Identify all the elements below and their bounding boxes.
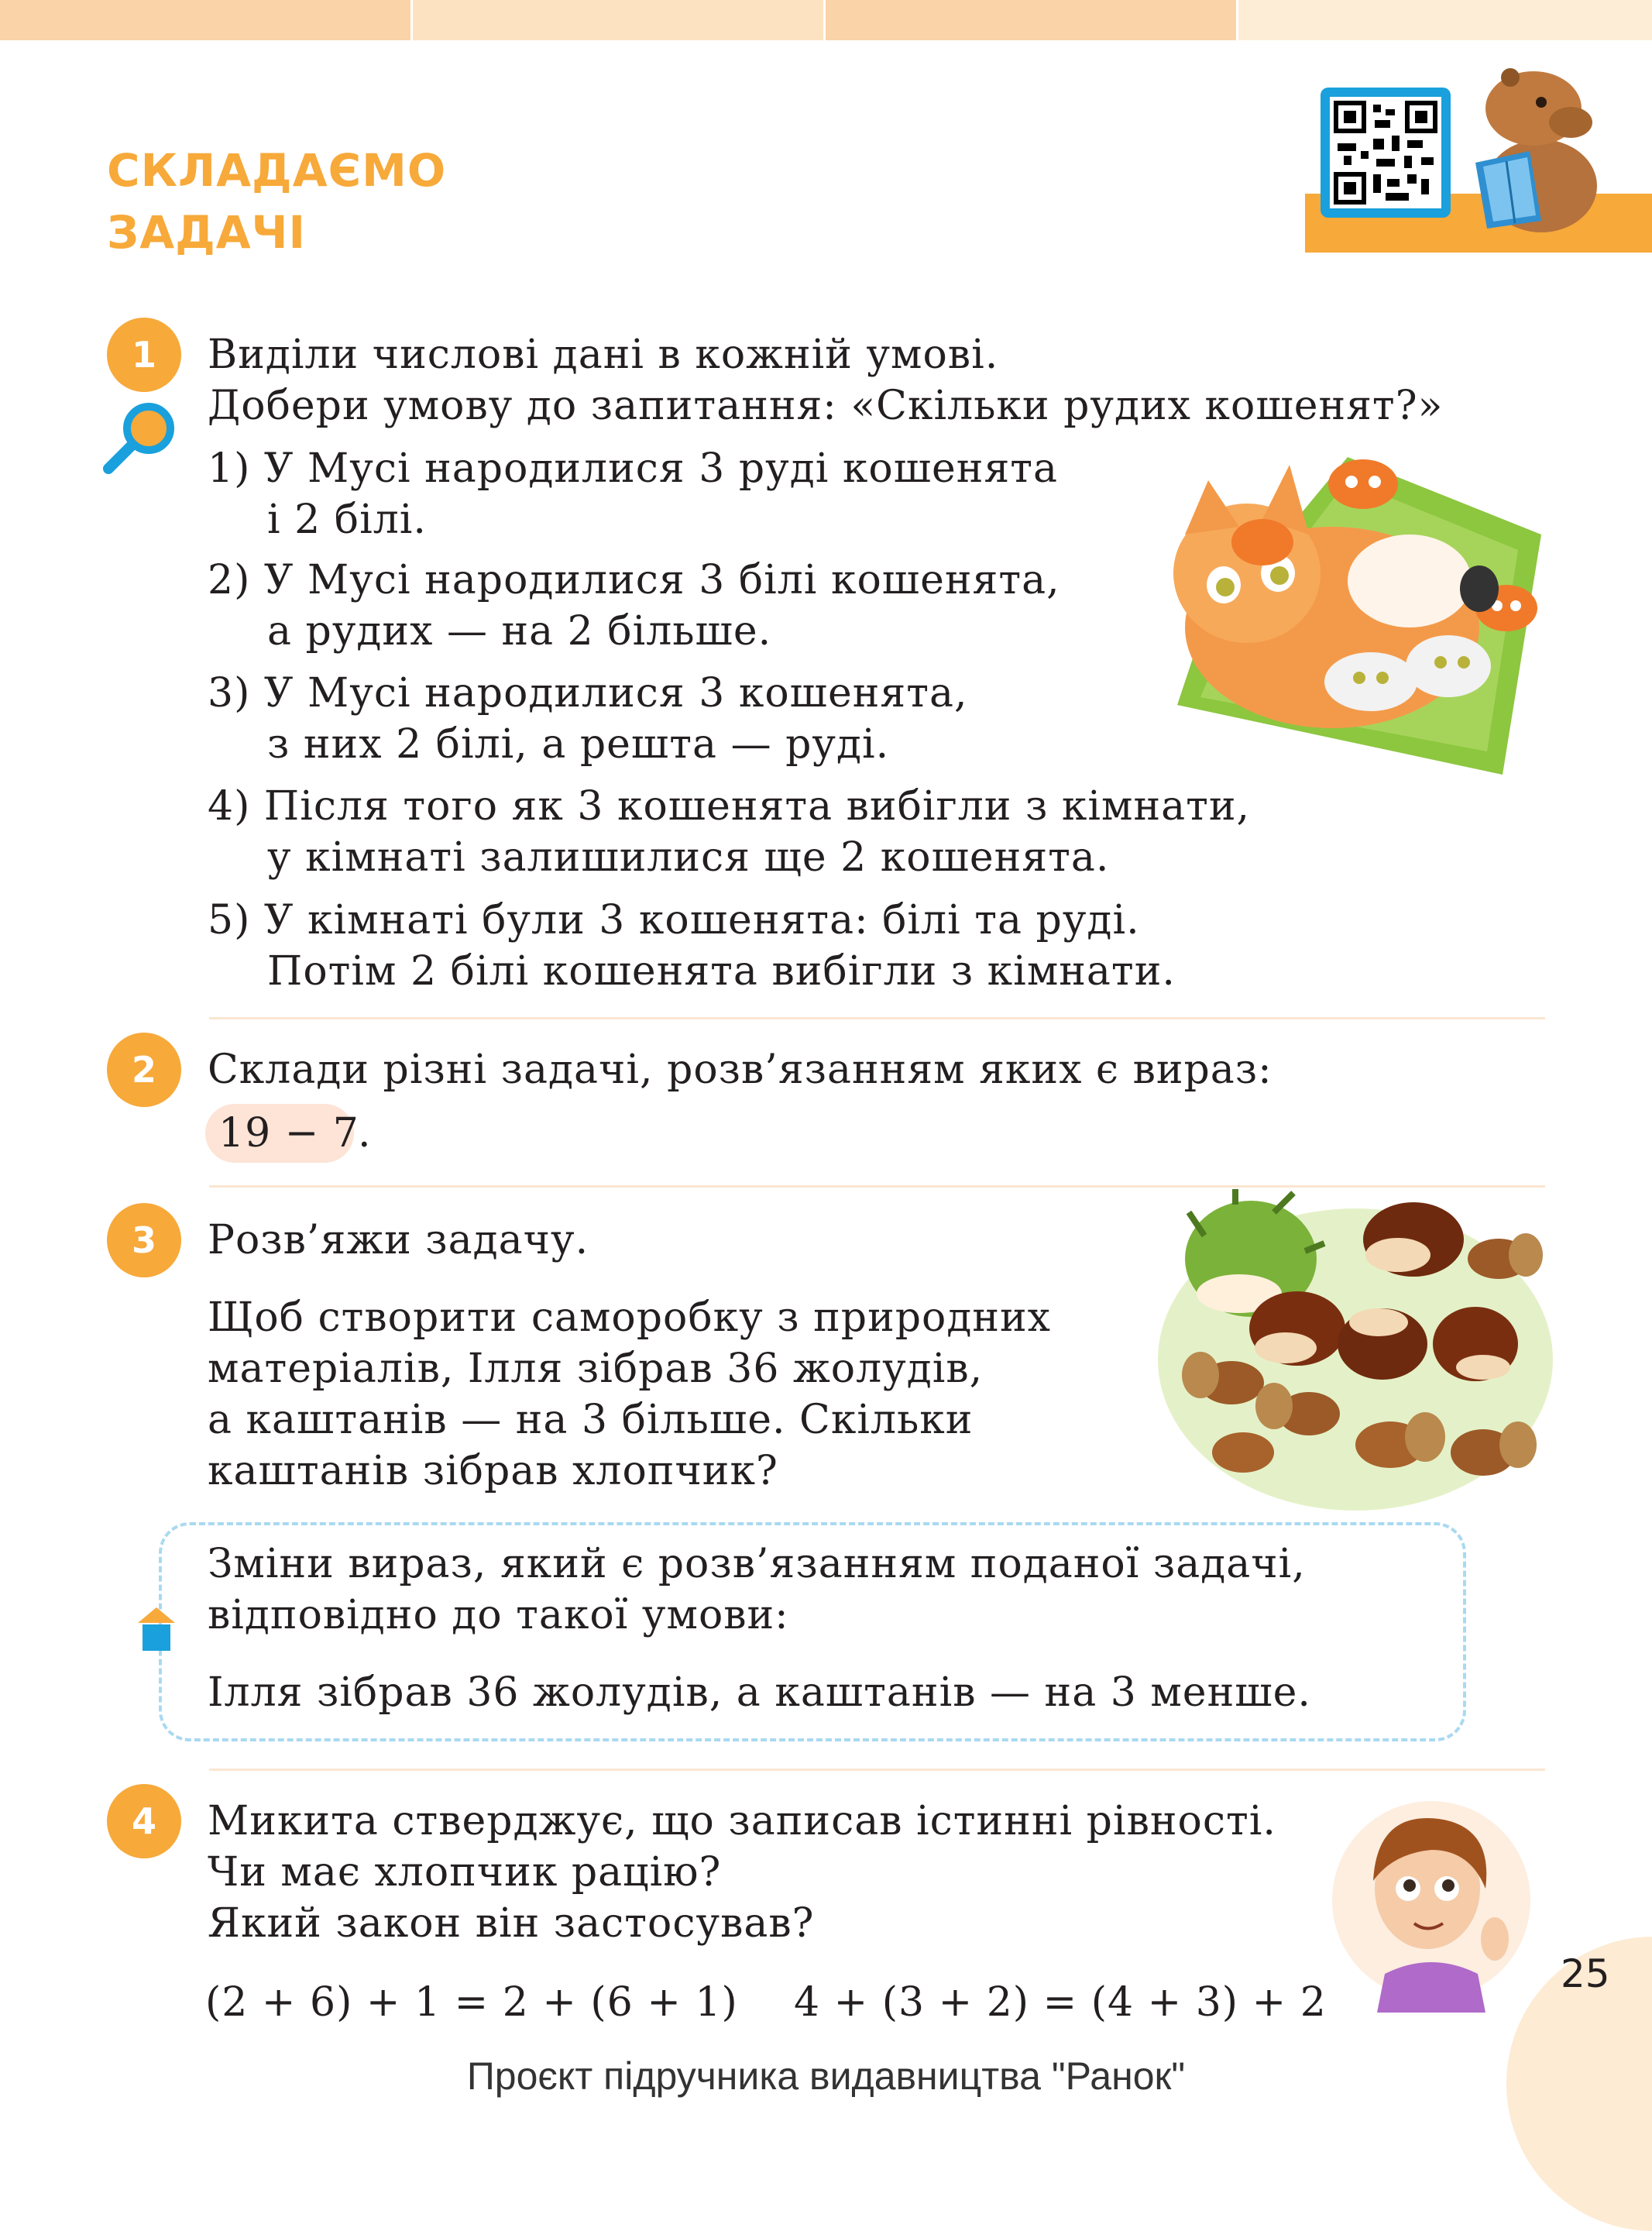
equation-2: 4 + (3 + 2) = (4 + 3) + 2: [794, 1979, 1327, 2026]
task1-instruction-2: Добери умову до запитання: «Скільки рудих кошенят?»: [208, 383, 1444, 429]
task1-option-2-cont: а рудих — на 2 більше.: [267, 608, 772, 655]
task1-option-2: 2) У Мусі народилися 3 білі кошенята,: [208, 557, 1060, 603]
task3-extra-line-2: відповідно до такої умови:: [208, 1592, 789, 1638]
task1-instruction-1: Виділи числові дані в кожній умові.: [208, 332, 999, 378]
task3-problem-line-3: а каштанів — на 3 більше. Скільки: [208, 1397, 974, 1443]
title-line-1: СКЛАДАЄМО: [107, 144, 447, 197]
task2-instruction: Склади різні задачі, розв’язанням яких є вираз:: [208, 1047, 1272, 1093]
task3-extra-condition: Ілля зібрав 36 жолудів, а каштанів — на 3 менше.: [208, 1669, 1311, 1716]
section-divider: [209, 1017, 1545, 1019]
top-bar-segment: [826, 0, 1236, 40]
task3-problem-line-4: каштанів зібрав хлопчик?: [208, 1448, 778, 1494]
task3-extra-line-1: Зміни вираз, який є розв’язанням поданої задачі,: [208, 1541, 1306, 1587]
task3-problem-line-2: матеріалів, Ілля зібрав 36 жолудів,: [208, 1346, 984, 1392]
title-line-2: ЗАДАЧІ: [107, 206, 307, 259]
task1-option-1: 1) У Мусі народилися 3 руді кошенята: [208, 445, 1059, 492]
section-divider: [209, 1769, 1545, 1771]
house-icon: [138, 1607, 175, 1652]
page-title: [107, 139, 446, 263]
task4-line-1: Микита стверджує, що записав істинні рівності.: [208, 1798, 1276, 1844]
task3-problem-line-1: Щоб створити саморобку з природних: [208, 1294, 1052, 1341]
top-bar-segment: [413, 0, 823, 40]
task2-expression: 19 − 7: [218, 1110, 359, 1157]
task-number-badge: 4: [107, 1784, 181, 1858]
task2-period: .: [358, 1110, 372, 1157]
task-number-badge: 2: [107, 1033, 181, 1107]
magnifier-icon: [101, 399, 178, 476]
task4-line-3: Який закон він застосував?: [208, 1900, 815, 1947]
equation-1: (2 + 6) + 1 = 2 + (6 + 1): [205, 1979, 738, 2026]
task3-title: Розв’яжи задачу.: [208, 1217, 589, 1263]
task-number-badge: 3: [107, 1203, 181, 1277]
chestnuts-acorns-illustration: [1158, 1189, 1553, 1514]
task1-option-3-cont: з них 2 білі, а решта — руді.: [267, 721, 890, 768]
task-number-badge: 1: [107, 318, 181, 392]
top-bar-segment: [1238, 0, 1652, 40]
task1-option-4: 4) Після того як 3 кошенята вибігли з кімнати,: [208, 783, 1251, 830]
top-color-bar: [0, 0, 1652, 40]
task1-option-4-cont: у кімнаті залишилися ще 2 кошенята.: [267, 834, 1110, 881]
task1-option-1-cont: і 2 білі.: [267, 497, 427, 543]
capybara-reading-icon: [1456, 54, 1611, 232]
section-divider: [209, 1185, 1545, 1188]
task4-line-2: Чи має хлопчик рацію?: [208, 1849, 722, 1896]
task1-option-3: 3) У Мусі народилися 3 кошенята,: [208, 670, 968, 717]
footer-publisher-note: Проєкт підручника видавництва "Ранок": [466, 2054, 1186, 2098]
qr-code-icon[interactable]: [1321, 88, 1451, 218]
top-bar-segment: [0, 0, 410, 40]
task1-option-5: 5) У кімнаті були 3 кошенята: білі та руді.: [208, 897, 1140, 944]
task1-option-5-cont: Потім 2 білі кошенята вибігли з кімнати.: [267, 948, 1176, 995]
boy-illustration: [1331, 1796, 1532, 2013]
page-number: 25: [1561, 1951, 1610, 1996]
cats-illustration: [1154, 449, 1549, 782]
